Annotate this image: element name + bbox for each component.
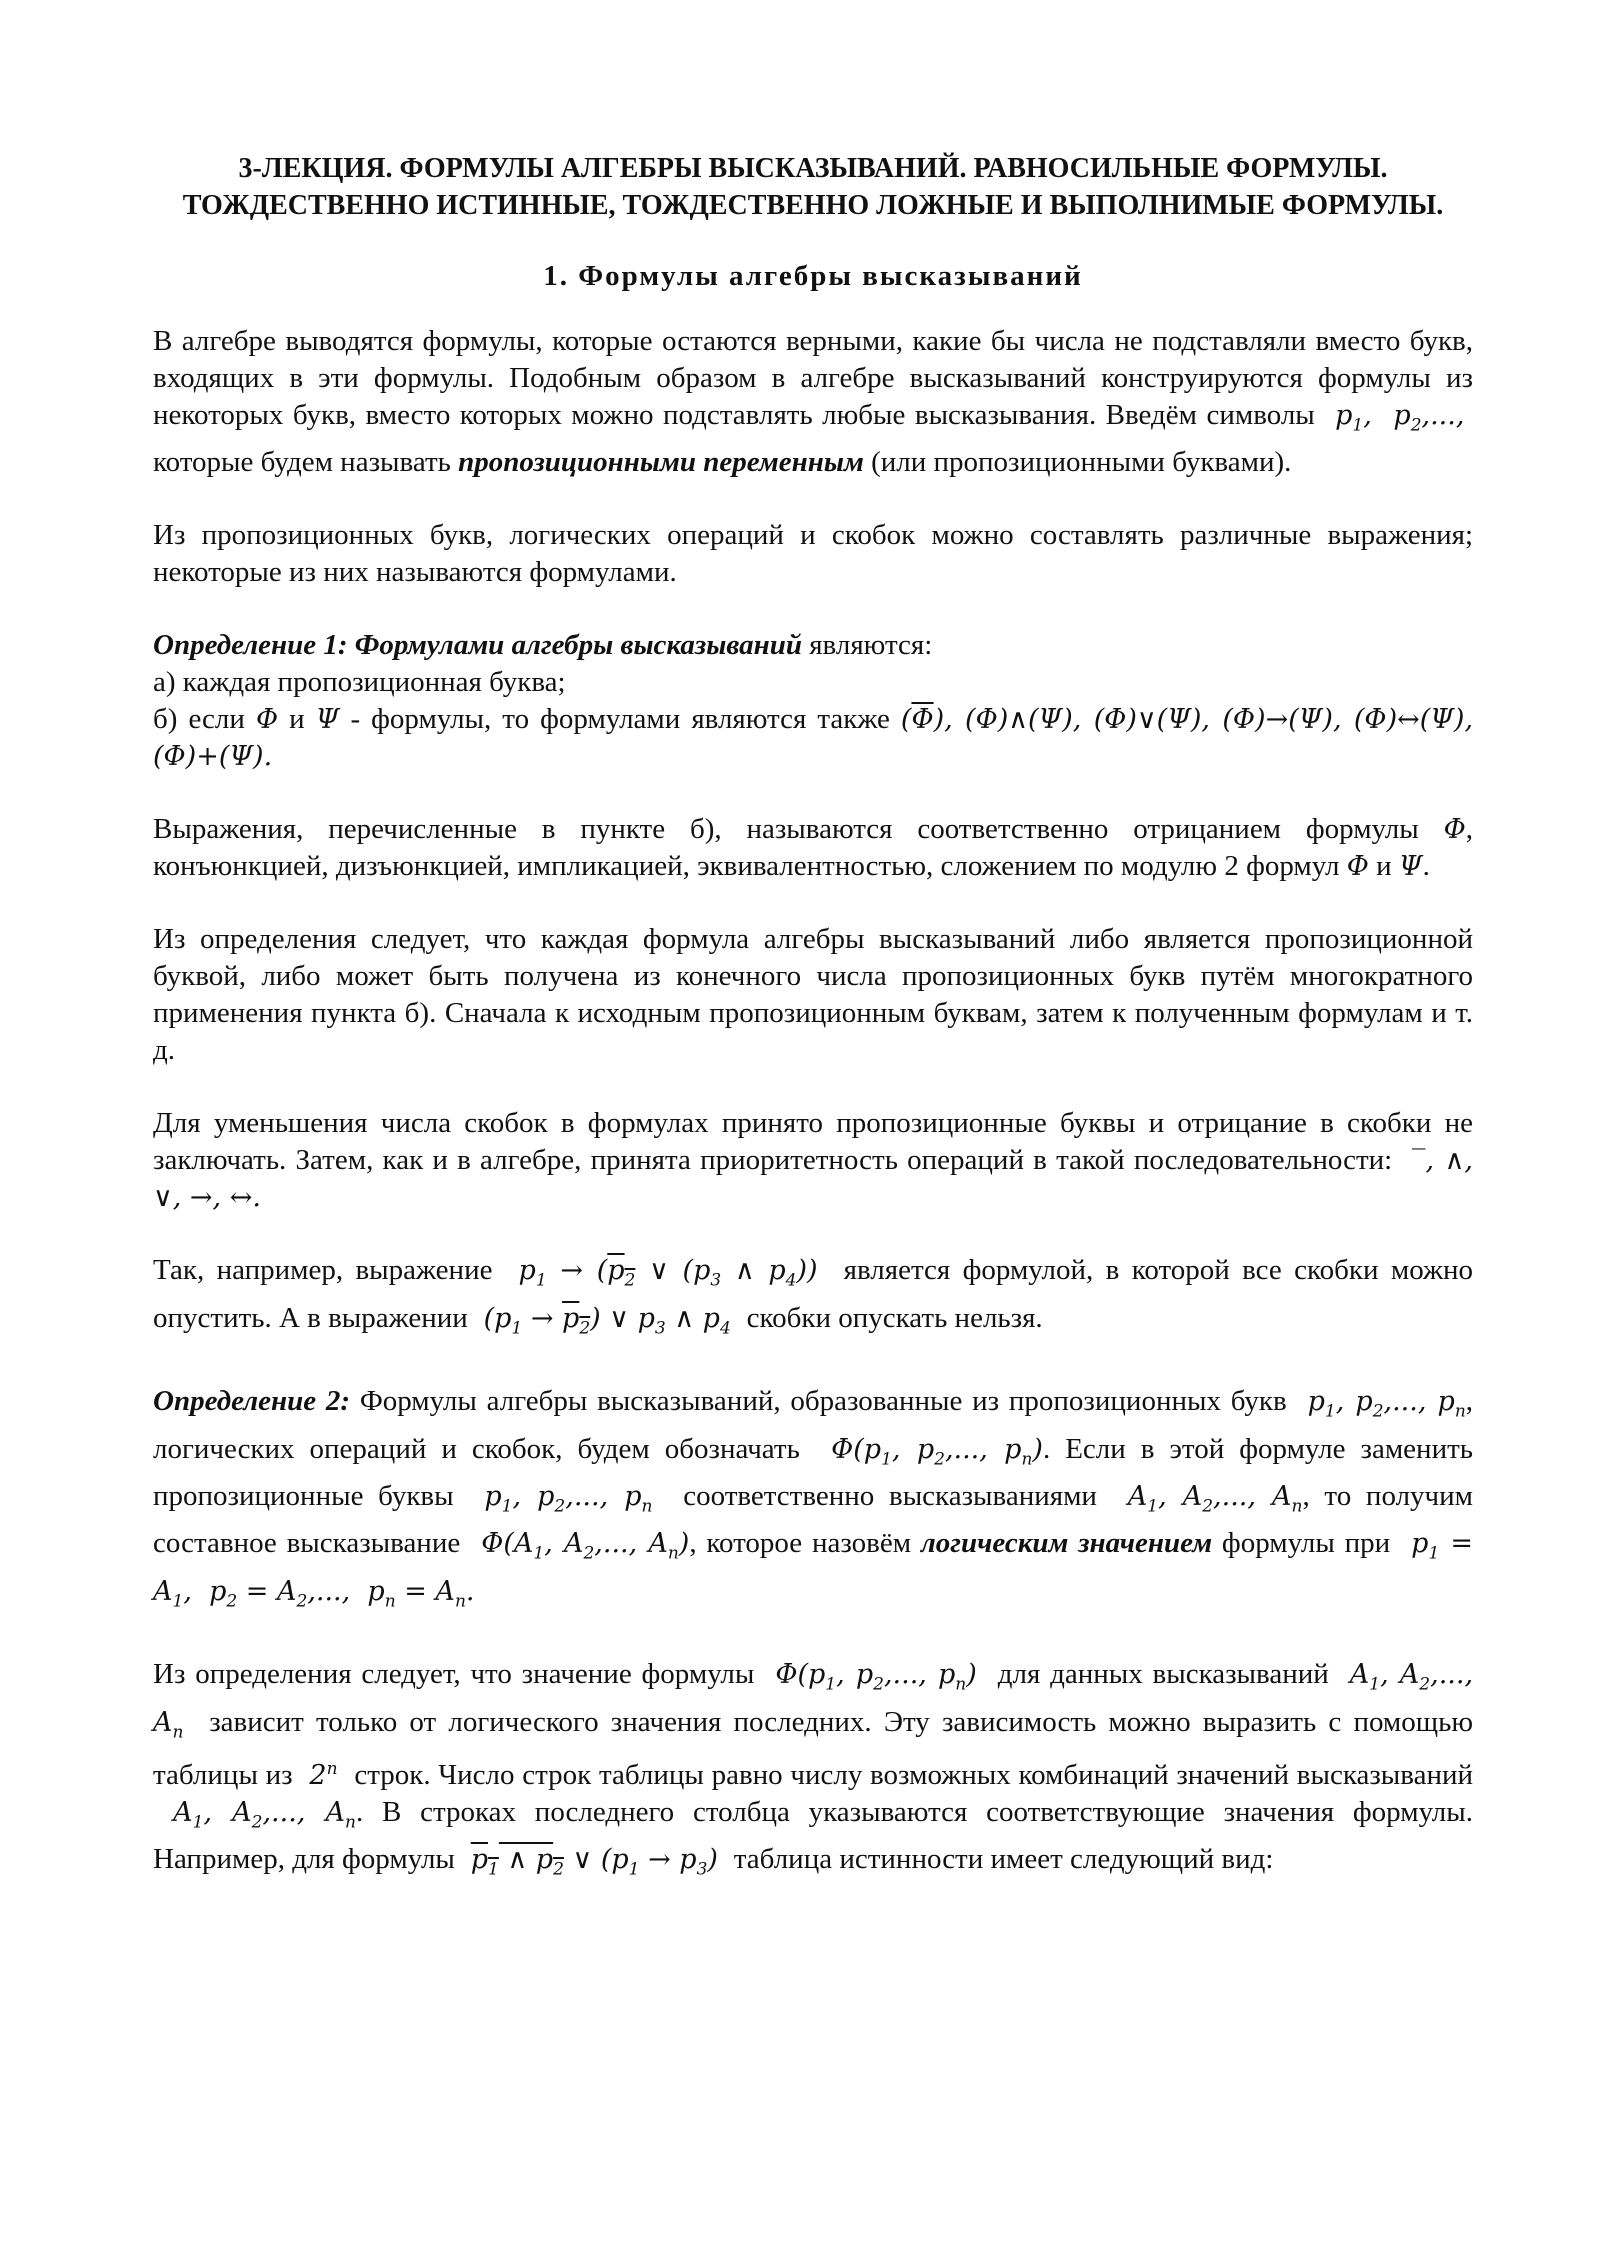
paragraph-operations: Выражения, перечисленные в пункте б), называются соответственно отрицанием формулы Φ, конъюнкцией, дизъюнкцией, импликацией, эквивалентностью, сложением по модулю 2 формул Φ и Ψ. xyxy=(153,813,1473,883)
definition-2: Определение 2: Формулы алгебры высказываний, образованные из пропозиционных букв $p_1$, $p_2$,..., $p_n$, логических операций и скобок, будем обозначать $\Phi(p_1$, $p_2$,..., $p_n$). Если в этой формуле заменить пропозиционные буквы $p_1$, $p_2$,..., $p_n$ соответственно высказываниями $A_1$, $A_2$,..., $A_n$, то получим составное высказывание $\Phi(A_1$, $A_2$,..., $A_n$), которое назовём логическим значением формулы при $p_1 = A_1$, $p_2 = A_2$,..., $p_n = A_n$. xyxy=(153,1385,1474,1612)
section-heading: 1. Формулы алгебры высказываний xyxy=(543,260,1083,292)
paragraph-intro: В алгебре выводятся формулы, которые остаются верными, какие бы числа не подставляли вместо букв, входящих в эти формулы. Подобным образом в алгебре высказываний конструируются формулы из некоторых букв, вместо которых можно подставлять любые высказывания. Введём символы $p_1$, $p_2$,..., которые будем называть пропозиционными переменным (или пропозиционными буквами). xyxy=(153,325,1474,479)
paragraph-priority: Для уменьшения числа скобок в формулах принято пропозиционные буквы и отрицание в скобки не заключать. Затем, как и в алгебре, принята приоритетность операций в такой последовательности: ‾, ∧, ∨, →, ↔. xyxy=(153,1107,1474,1214)
paragraph-truth-table-intro: Из определения следует, что значение формулы $\Phi(p_1$, $p_2$,..., $p_n$) для данных высказываний $A_1$, $A_2$,..., $A_n$ зависит только от логического значения последних. Эту зависимость можно выразить с помощью таблицы из 2$^n$ строк. Число строк таблицы равно числу возможных комбинаций значений высказываний $A_1$, $A_2$,..., $A_n$. В строках последнего столбца указываются соответствующие значения формулы. Например, для формулы $p_1$ ∧ $p_2$ ∨ $(p_1 \to p_3)$ таблица истинности имеет следующий вид: xyxy=(153,1658,1474,1880)
paragraph-example: Так, например, выражение $p_1 \to (p_2$ ∨ ($p_3$ ∧ $p_4$)) является формулой, в которой все скобки можно опустить. А в выражении $(p_1 \to p_2)$ ∨ $p_3$ ∧ $p_4$ скобки опускать нельзя. xyxy=(153,1254,1474,1339)
term-logical-value: логическим значением xyxy=(920,1527,1213,1560)
document-page xyxy=(153,150,1473,1889)
paragraph-expressions: Из пропозиционных букв, логических операций и скобок можно составлять различные выражения; некоторые из них называются формулами. xyxy=(153,519,1473,589)
paragraph-definition-consequence: Из определения следует, что каждая формула алгебры высказываний либо является пропозиционной буквой, либо может быть получена из конечного числа пропозиционных букв путём многократного применения пункта б). Сначала к исходным пропозиционным буквам, затем к полученным формулам и т. д. xyxy=(153,923,1473,1067)
page-title: 3-ЛЕКЦИЯ. ФОРМУЛЫ АЛГЕБРЫ ВЫСКАЗЫВАНИЙ. РАВНОСИЛЬНЫЕ ФОРМУЛЫ. ТОЖДЕСТВЕННО ИСТИННЫЕ, ТОЖДЕСТВЕННО ЛОЖНЫЕ И ВЫПОЛНИМЫЕ ФОРМУЛЫ. xyxy=(182,153,1444,221)
term-propositional-variables: пропозиционными переменным xyxy=(458,446,864,479)
definition-1: Определение 1: Формулами алгебры высказываний являются: а) каждая пропозиционная буква; б) если Φ и Ψ - формулы, то формулами являются также $(\overline{\Phi})$, (Φ)∧(Ψ), (Φ)∨(Ψ), (Φ)→(Ψ), (Φ)↔(Ψ), (Φ)+(Ψ). xyxy=(153,629,1474,773)
